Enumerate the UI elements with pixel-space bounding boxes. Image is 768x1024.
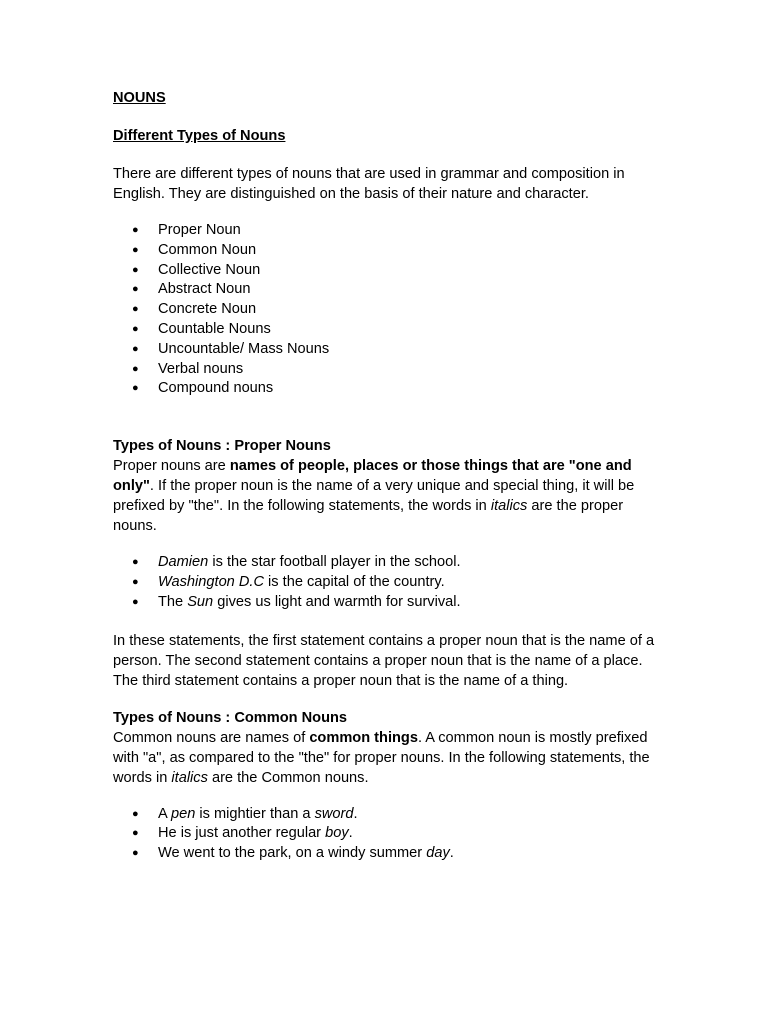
bullet-icon: ●	[132, 362, 139, 375]
document-title: NOUNS	[113, 90, 166, 106]
bullet-icon: ●	[132, 342, 139, 355]
bullet-icon: ●	[132, 322, 139, 335]
list-item: ● The Sun gives us light and warmth for survival.	[113, 593, 658, 613]
list-item: ● Collective Noun	[113, 261, 658, 281]
proper-nouns-summary: In these statements, the first statement contains a proper noun that is the name of a person. The second statement contains a proper noun that is the name of a place. The third statement contains a proper noun that is the name of a thing.	[113, 632, 655, 689]
list-item: ● Washington D.C is the capital of the country.	[113, 573, 658, 593]
list-item: ● Concrete Noun	[113, 300, 658, 320]
list-item: ● Countable Nouns	[113, 320, 658, 340]
list-item: ● Uncountable/ Mass Nouns	[113, 340, 658, 360]
list-item: ● He is just another regular boy.	[113, 824, 658, 844]
bullet-icon: ●	[132, 303, 139, 316]
noun-types-list	[113, 221, 658, 399]
list-item: ● We went to the park, on a windy summer day.	[113, 844, 658, 864]
bullet-icon: ●	[132, 263, 139, 276]
common-examples-list	[113, 805, 658, 864]
proper-examples-list	[113, 553, 658, 612]
list-item: ● Compound nouns	[113, 379, 658, 399]
proper-nouns-paragraph: Proper nouns are names of people, places or those things that are "one and only". If the proper noun is the name of a very unique and special thing, it will be prefixed by "the". In the following statements, the words in italics are the proper nouns.	[113, 458, 635, 535]
proper-nouns-heading: Types of Nouns : Proper Nouns	[113, 438, 331, 455]
common-nouns-heading: Types of Nouns : Common Nouns	[113, 709, 348, 726]
list-item: ● Common Noun	[113, 241, 658, 261]
bullet-icon: ●	[132, 595, 139, 608]
bullet-icon: ●	[132, 575, 139, 588]
list-item: ● Proper Noun	[113, 221, 658, 241]
list-item: ● Damien is the star football player in the school.	[113, 553, 658, 573]
bullet-icon: ●	[132, 827, 139, 840]
common-nouns-paragraph: Common nouns are names of common things. A common noun is mostly prefixed with "a", as compared to the "the" for proper nouns. In the following statements, the words in italics are the Common nouns.	[113, 729, 650, 786]
list-item: ● A pen is mightier than a sword.	[113, 805, 658, 825]
bullet-icon: ●	[132, 807, 139, 820]
bullet-icon: ●	[132, 556, 139, 569]
list-item: ● Verbal nouns	[113, 360, 658, 380]
list-item: ● Abstract Noun	[113, 280, 658, 300]
bullet-icon: ●	[132, 847, 139, 860]
section-title: Different Types of Nouns	[113, 128, 286, 144]
bullet-icon: ●	[132, 243, 139, 256]
bullet-icon: ●	[132, 283, 139, 296]
bullet-icon: ●	[132, 224, 139, 236]
intro-paragraph: There are different types of nouns that are used in grammar and composition in English. They are distinguished on the basis of their nature and character.	[113, 166, 625, 202]
document-page	[113, 88, 658, 864]
bullet-icon: ●	[132, 382, 139, 395]
